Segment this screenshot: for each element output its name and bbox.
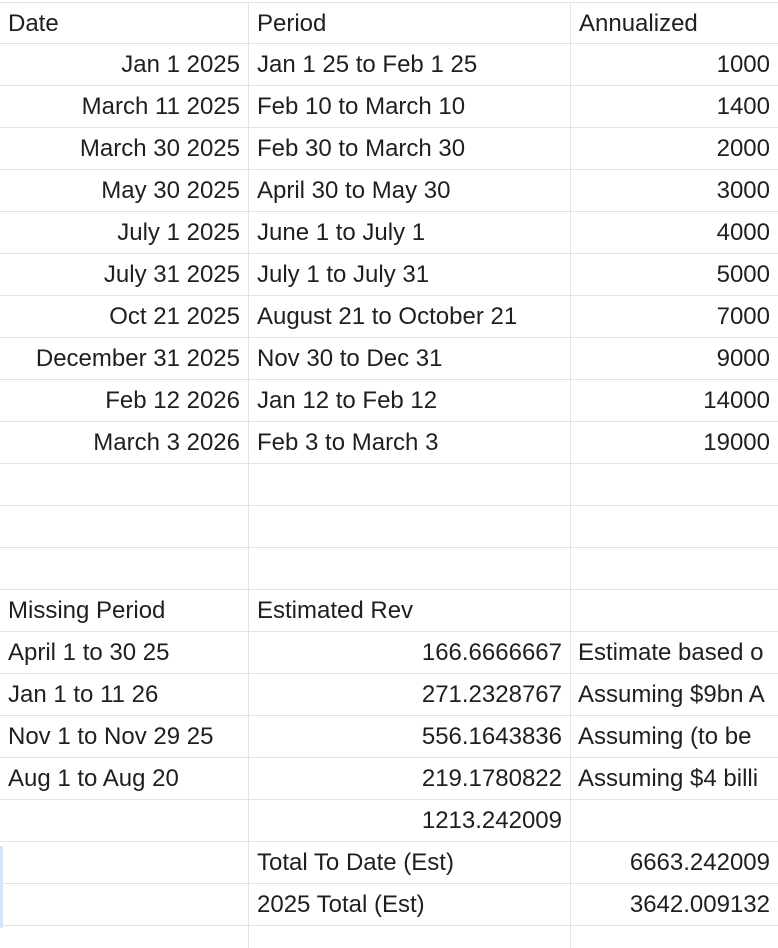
total-row	[0, 842, 778, 884]
empty-cell[interactable]	[571, 926, 778, 948]
missing-sum-cell[interactable]: 1213.242009	[249, 800, 571, 841]
table-row	[0, 86, 778, 128]
empty-cell[interactable]	[571, 464, 778, 505]
annualized-cell[interactable]: 7000	[716, 303, 770, 330]
total-row	[0, 884, 778, 926]
empty-cell[interactable]	[571, 800, 778, 841]
missing-period-cell[interactable]: April 1 to 30 25	[0, 632, 249, 673]
period-cell[interactable]: Jan 12 to Feb 12	[249, 380, 571, 421]
annualized-cell[interactable]: 4000	[716, 219, 770, 246]
missing-header-row	[0, 590, 778, 632]
annualized-cell[interactable]: 5000	[716, 261, 770, 288]
table-row	[0, 380, 778, 422]
table-row	[0, 296, 778, 338]
date-cell[interactable]: Oct 21 2025	[0, 296, 249, 337]
estimated-rev-cell[interactable]: 271.2328767	[249, 674, 571, 715]
period-cell[interactable]: Feb 10 to March 10	[249, 86, 571, 127]
annualized-cell[interactable]: 1000	[716, 51, 770, 78]
missing-row	[0, 758, 778, 800]
empty-cell[interactable]	[0, 884, 249, 925]
missing-row	[0, 716, 778, 758]
header-estimated-rev-cell[interactable]: Estimated Rev	[249, 590, 571, 631]
period-cell[interactable]: July 1 to July 31	[249, 254, 571, 295]
annualized-cell[interactable]: 2000	[716, 135, 770, 162]
period-cell[interactable]: August 21 to October 21	[249, 296, 571, 337]
header-row	[0, 2, 778, 44]
total-label-cell[interactable]: Total To Date (Est)	[249, 842, 571, 883]
date-cell[interactable]: March 11 2025	[0, 86, 249, 127]
date-cell[interactable]: July 1 2025	[0, 212, 249, 253]
table-row	[0, 338, 778, 380]
estimated-rev-cell[interactable]: 219.1780822	[249, 758, 571, 799]
total-value-cell[interactable]: 6663.242009	[629, 849, 770, 876]
empty-cell[interactable]	[571, 506, 778, 547]
period-cell[interactable]: Feb 30 to March 30	[249, 128, 571, 169]
period-cell[interactable]: Jan 1 25 to Feb 1 25	[249, 44, 571, 85]
header-date-cell[interactable]: Date	[0, 3, 249, 44]
date-cell[interactable]: December 31 2025	[0, 338, 249, 379]
header-period-cell[interactable]: Period	[249, 3, 571, 44]
table-row	[0, 44, 778, 86]
missing-period-cell[interactable]: Jan 1 to 11 26	[0, 674, 249, 715]
missing-sum-row	[0, 800, 778, 842]
empty-row	[0, 926, 778, 948]
annualized-cell[interactable]: 14000	[703, 387, 770, 414]
empty-cell[interactable]	[0, 548, 249, 589]
period-cell[interactable]: Feb 3 to March 3	[249, 422, 571, 463]
empty-row	[0, 548, 778, 590]
empty-cell[interactable]	[571, 590, 778, 631]
period-cell[interactable]: June 1 to July 1	[249, 212, 571, 253]
total-value-cell[interactable]: 3642.009132	[629, 891, 770, 918]
empty-cell[interactable]	[0, 926, 249, 948]
total-label-cell[interactable]: 2025 Total (Est)	[249, 884, 571, 925]
date-cell[interactable]: March 3 2026	[0, 422, 249, 463]
empty-row	[0, 506, 778, 548]
table-row	[0, 170, 778, 212]
empty-cell[interactable]	[0, 464, 249, 505]
date-cell[interactable]: Feb 12 2026	[0, 380, 249, 421]
empty-cell[interactable]	[249, 548, 571, 589]
table-row	[0, 128, 778, 170]
period-cell[interactable]: Nov 30 to Dec 31	[249, 338, 571, 379]
empty-cell[interactable]	[571, 548, 778, 589]
annualized-cell[interactable]: 19000	[703, 429, 770, 456]
note-cell[interactable]: Estimate based o	[578, 639, 764, 666]
note-cell[interactable]: Assuming $4 billi	[578, 765, 759, 792]
missing-period-cell[interactable]: Nov 1 to Nov 29 25	[0, 716, 249, 757]
empty-cell[interactable]	[0, 842, 249, 883]
estimated-rev-cell[interactable]: 166.6666667	[249, 632, 571, 673]
empty-cell[interactable]	[249, 926, 571, 948]
missing-row	[0, 632, 778, 674]
date-cell[interactable]: July 31 2025	[0, 254, 249, 295]
empty-row	[0, 464, 778, 506]
empty-cell[interactable]	[249, 464, 571, 505]
note-cell[interactable]: Assuming $9bn A	[578, 681, 765, 708]
date-cell[interactable]: Jan 1 2025	[0, 44, 249, 85]
missing-period-cell[interactable]: Aug 1 to Aug 20	[0, 758, 249, 799]
header-missing-period-cell[interactable]: Missing Period	[0, 590, 249, 631]
empty-cell[interactable]	[0, 800, 249, 841]
date-cell[interactable]: May 30 2025	[0, 170, 249, 211]
period-cell[interactable]: April 30 to May 30	[249, 170, 571, 211]
annualized-cell[interactable]: 1400	[716, 93, 770, 120]
header-annualized-cell[interactable]: Annualized	[579, 10, 698, 37]
empty-cell[interactable]	[249, 506, 571, 547]
row-selection-indicator	[0, 846, 3, 928]
date-cell[interactable]: March 30 2025	[0, 128, 249, 169]
annualized-cell[interactable]: 9000	[716, 345, 770, 372]
empty-cell[interactable]	[0, 506, 249, 547]
missing-row	[0, 674, 778, 716]
table-row	[0, 212, 778, 254]
annualized-cell[interactable]: 3000	[716, 177, 770, 204]
table-row	[0, 254, 778, 296]
table-row	[0, 422, 778, 464]
note-cell[interactable]: Assuming (to be	[578, 723, 752, 750]
estimated-rev-cell[interactable]: 556.1643836	[249, 716, 571, 757]
